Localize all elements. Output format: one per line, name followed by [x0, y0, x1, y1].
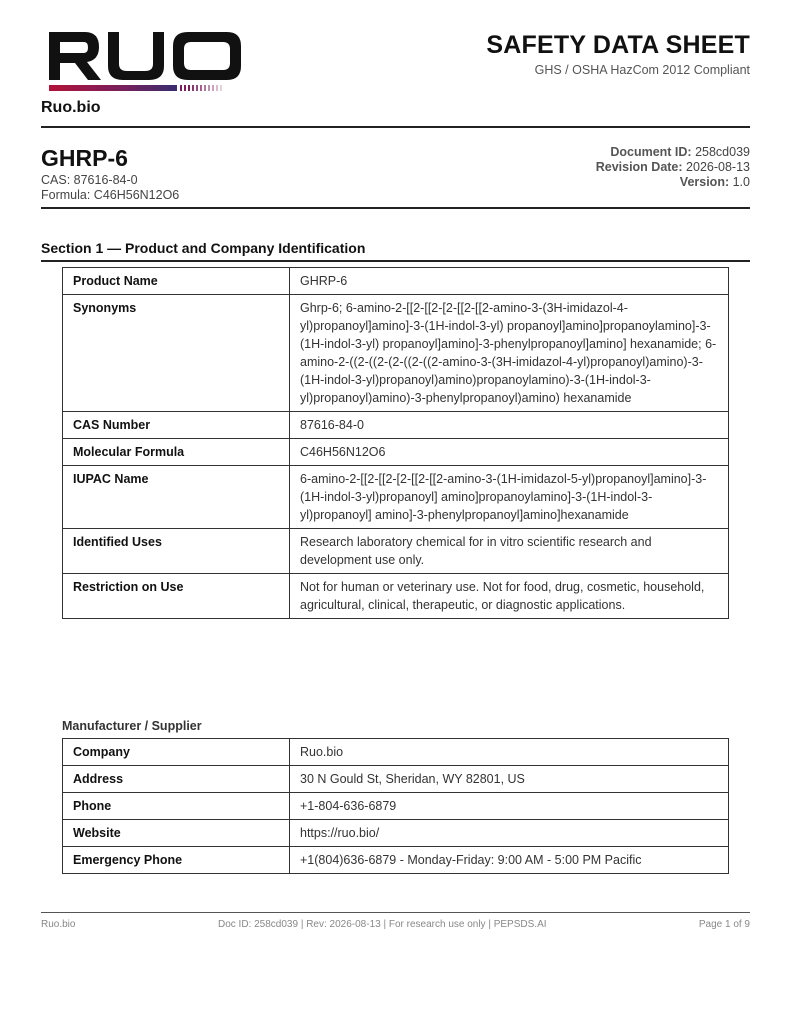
table-row [63, 412, 729, 439]
product-name-heading: GHRP-6 [41, 145, 128, 171]
formula-line: Formula: C46H56N12O6 [41, 188, 180, 202]
row-value: 6-amino-2-[[2-[[2-[2-[[2-[[2-amino-3-(1H-imidazol-5-yl)propanoyl]amino]-3-(1H-indol-3-yl)propanoyl] amino]propanoylamino]-3-(1H-indol-3-yl)propanoyl] amino]-3-phenylpropanoyl]amino]hexanamide [290, 466, 729, 529]
document-header [486, 31, 750, 77]
revision-date-label: Revision Date: [595, 160, 683, 174]
footer-brand: Ruo.bio [41, 919, 76, 930]
header-divider [41, 126, 750, 128]
version-label: Version: [679, 175, 730, 189]
cas-line: CAS: 87616-84-0 [41, 173, 138, 187]
row-label: Restriction on Use [63, 574, 290, 619]
table-row [63, 820, 729, 847]
page-number: Page 1 of 9 [698, 919, 750, 930]
section-1-underline [41, 260, 750, 262]
row-value: 30 N Gould St, Sheridan, WY 82801, US [290, 766, 729, 793]
table-row [63, 439, 729, 466]
product-divider [41, 207, 750, 209]
section-1-title: Section 1 — Product and Company Identification [41, 240, 366, 256]
table-row [63, 466, 729, 529]
row-label: IUPAC Name [63, 466, 290, 529]
version-value: 1.0 [732, 175, 750, 189]
document-id [596, 145, 750, 160]
version [596, 175, 750, 190]
row-label: Phone [63, 793, 290, 820]
website-link[interactable]: https://ruo.bio/ [290, 820, 729, 847]
supplier-table [62, 738, 729, 874]
row-label: Molecular Formula [63, 439, 290, 466]
row-label: Product Name [63, 268, 290, 295]
row-value: 87616-84-0 [290, 412, 729, 439]
document-title: SAFETY DATA SHEET [486, 31, 750, 59]
table-row [63, 847, 729, 874]
row-label: Website [63, 820, 290, 847]
document-id-value: 258cd039 [695, 145, 750, 159]
revision-date [596, 160, 750, 175]
row-label: Identified Uses [63, 529, 290, 574]
row-value: C46H56N12O6 [290, 439, 729, 466]
ruo-logo-graphic [41, 28, 251, 96]
table-row [63, 574, 729, 619]
supplier-subtitle: Manufacturer / Supplier [62, 719, 202, 733]
brand-name: Ruo.bio [41, 99, 101, 116]
row-value: +1(804)636-6879 - Monday-Friday: 9:00 AM - 5:00 PM Pacific [290, 847, 729, 874]
row-label: Company [63, 739, 290, 766]
document-id-label: Document ID: [610, 145, 692, 159]
compliance-subtitle: GHS / OSHA HazCom 2012 Compliant [534, 63, 750, 77]
row-value: GHRP-6 [290, 268, 729, 295]
table-row [63, 268, 729, 295]
footer-doc-info: Doc ID: 258cd039 | Rev: 2026-08-13 | For research use only | PEPSDS.AI [218, 919, 547, 930]
table-row [63, 295, 729, 412]
table-row [63, 529, 729, 574]
table-row [63, 793, 729, 820]
row-value: +1-804-636-6879 [290, 793, 729, 820]
row-value: Not for human or veterinary use. Not for food, drug, cosmetic, household, agricultural, clinical, therapeutic, or diagnostic applications. [290, 574, 729, 619]
row-label: Address [63, 766, 290, 793]
revision-date-value: 2026-08-13 [686, 160, 750, 174]
row-label: CAS Number [63, 412, 290, 439]
document-meta [596, 145, 750, 190]
product-identification-table [62, 267, 729, 619]
row-value: Ruo.bio [290, 739, 729, 766]
table-row [63, 739, 729, 766]
footer-divider [41, 912, 750, 913]
row-label: Synonyms [63, 295, 290, 412]
table-row [63, 766, 729, 793]
row-value: Research laboratory chemical for in vitro scientific research and development use only. [290, 529, 729, 574]
company-logo [41, 28, 251, 96]
product-meta [41, 173, 179, 203]
row-label: Emergency Phone [63, 847, 290, 874]
row-value: Ghrp-6; 6-amino-2-[[2-[[2-[2-[[2-[[2-amino-3-(3H-imidazol-4-yl)propanoyl]amino]-3-(1H-indol-3-yl) propanoyl]amino]propanoylamino]-3-(1H-indol-3-yl) propanoyl]amino]-3-phenylpropanoyl]amino] hexanamide; 6-amino-2-((2-((2-(2-((2-((2-amino-3-(3H-imidazol-4-yl)propanoyl)amino)-3-(1H-indol-3-yl)propanoyl)amino)propanoylamino)-3-(1H-indol-3-yl)propanoyl)amino)-3-phenylpropanoyl)amino) hexanamide [290, 295, 729, 412]
